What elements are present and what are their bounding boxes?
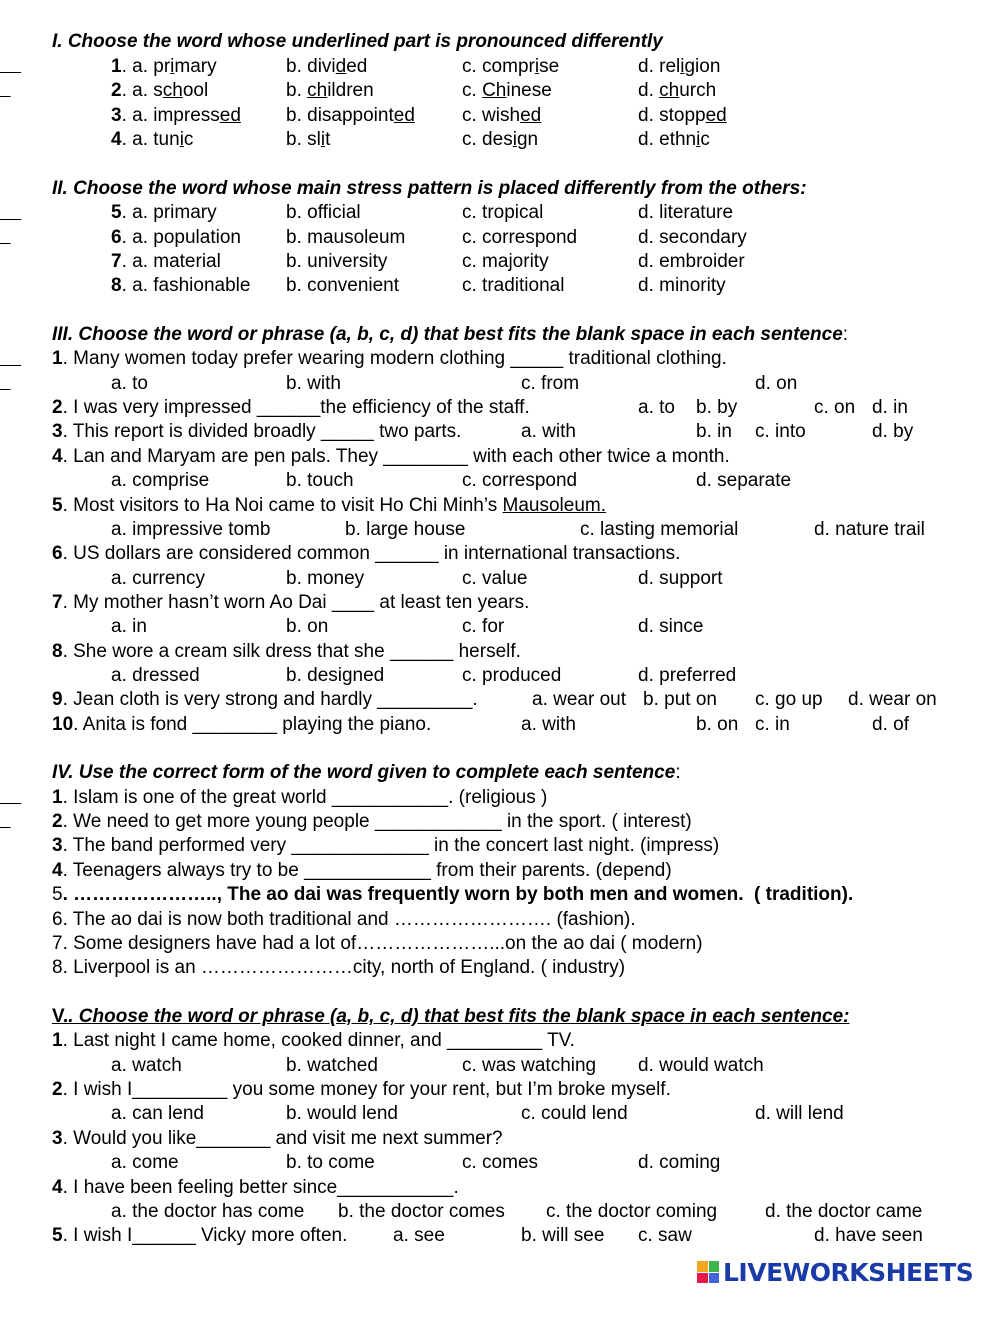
s5-question-2-options: a. can lend b. would lend c. could lend d. will lend bbox=[111, 1103, 844, 1124]
s4-question-1: 1. Islam is one of the great world ___________. (religious ) bbox=[52, 787, 548, 808]
s3-question-5-options: a. impressive tomb b. large house c. lasting memorial d. nature trail bbox=[111, 519, 925, 540]
s1-question-3: 3. a. impressed b. disappointed c. wished d. stopped bbox=[111, 105, 727, 126]
section-3-heading: III. Choose the word or phrase (a, b, c, d) that best fits the blank space in each sentence: bbox=[52, 324, 849, 345]
s5-question-1: 1. Last night I came home, cooked dinner, and _________ TV. bbox=[52, 1030, 575, 1051]
s5-question-3: 3. Would you like_______ and visit me next summer? bbox=[52, 1128, 503, 1149]
s3-question-4-options: a. comprise b. touch c. correspond d. separate bbox=[111, 470, 792, 491]
s5-question-1-options: a. watch b. watched c. was watching d. would watch bbox=[111, 1055, 764, 1076]
section-2-heading: II. Choose the word whose main stress pattern is placed differently from the others: bbox=[52, 178, 807, 199]
s5-question-3-options: a. come b. to come c. comes d. coming bbox=[111, 1152, 721, 1173]
s3-question-9: 9. Jean cloth is very strong and hardly _________. a. wear out b. put on c. go up d. wear on bbox=[52, 689, 937, 710]
liveworksheets-logo-text: LIVEWORKSHEETS bbox=[723, 1257, 974, 1287]
section-4-heading: IV. Use the correct form of the word given to complete each sentence: bbox=[52, 762, 681, 783]
liveworksheets-logo bbox=[697, 1257, 973, 1287]
s3-question-1-options: a. to b. with c. from d. on bbox=[111, 373, 798, 394]
s3-question-7: 7. My mother hasn’t worn Ao Dai ____ at least ten years. bbox=[52, 592, 530, 613]
s1-question-4: 4. a. tunic b. slit c. design d. ethnic bbox=[111, 129, 710, 150]
s3-question-3: 3. This report is divided broadly _____ two parts. a. with b. in c. into d. by bbox=[52, 421, 914, 442]
s4-question-6: 6. The ao dai is now both traditional and ……………………. (fashion). bbox=[52, 909, 636, 930]
s2-question-7: 7. a. material b. university c. majority d. embroider bbox=[111, 251, 745, 272]
s4-question-4: 4. Teenagers always try to be ____________ from their parents. (depend) bbox=[52, 860, 672, 881]
s4-question-8: 8. Liverpool is an ……………………city, north of England. ( industry) bbox=[52, 957, 626, 978]
s3-question-5: 5. Most visitors to Ha Noi came to visit Ho Chi Minh’s Mausoleum. bbox=[52, 495, 607, 516]
section-1-heading: I. Choose the word whose underlined part is pronounced differently bbox=[52, 31, 663, 52]
s3-question-6-options: a. currency b. money c. value d. support bbox=[111, 568, 723, 589]
s4-question-2: 2. We need to get more young people ____________ in the sport. ( interest) bbox=[52, 811, 692, 832]
s3-question-8: 8. She wore a cream silk dress that she ______ herself. bbox=[52, 641, 521, 662]
s3-question-4: 4. Lan and Maryam are pen pals. They ________ with each other twice a month. bbox=[52, 446, 730, 467]
s3-question-7-options: a. in b. on c. for d. since bbox=[111, 616, 704, 637]
s5-question-4: 4. I have been feeling better since___________. bbox=[52, 1177, 459, 1198]
s1-question-2: 2. a. school b. children c. Chinese d. church bbox=[111, 80, 717, 101]
s4-question-7: 7. Some designers have had a lot of…………………...on the ao dai ( modern) bbox=[52, 933, 703, 954]
s5-question-4-options: a. the doctor has come b. the doctor comes c. the doctor coming d. the doctor came bbox=[111, 1201, 923, 1222]
s2-question-6: 6. a. population b. mausoleum c. correspond d. secondary bbox=[111, 227, 747, 248]
s3-question-6: 6. US dollars are considered common ______ in international transactions. bbox=[52, 543, 681, 564]
s2-question-5: 5. a. primary b. official c. tropical d. literature bbox=[111, 202, 734, 223]
s3-question-2: 2. I was very impressed ______the efficiency of the staff. a. to b. by c. on d. in bbox=[52, 397, 908, 418]
s4-question-3: 3. The band performed very _____________ in the concert last night. (impress) bbox=[52, 835, 720, 856]
s5-question-5: 5. I wish I______ Vicky more often. a. see b. will see c. saw d. have seen bbox=[52, 1225, 923, 1246]
s3-question-8-options: a. dressed b. designed c. produced d. preferred bbox=[111, 665, 737, 686]
s3-question-10: 10. Anita is fond ________ playing the piano. a. with b. on c. in d. of bbox=[52, 714, 909, 735]
s4-question-5: 5. ………………….., The ao dai was frequently worn by both men and women. ( tradition). bbox=[52, 884, 854, 905]
s5-question-2: 2. I wish I_________ you some money for your rent, but I’m broke myself. bbox=[52, 1079, 671, 1100]
s1-question-1: 1. a. primary b. divided c. comprise d. religion bbox=[111, 56, 721, 77]
liveworksheets-logo-icon bbox=[697, 1261, 719, 1283]
s3-question-1: 1. Many women today prefer wearing modern clothing _____ traditional clothing. bbox=[52, 348, 727, 369]
s2-question-8: 8. a. fashionable b. convenient c. traditional d. minority bbox=[111, 275, 726, 296]
section-5-heading: V.. Choose the word or phrase (a, b, c, d) that best fits the blank space in each sentence: bbox=[52, 1006, 850, 1027]
